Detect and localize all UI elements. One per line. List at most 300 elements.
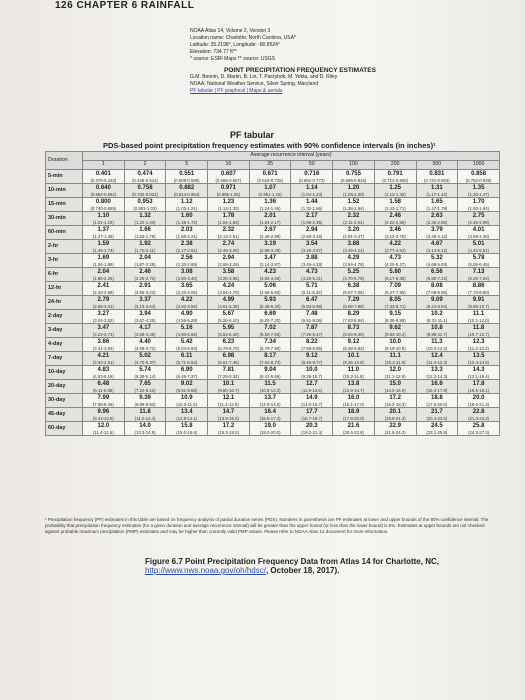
estimate-cell — [458, 184, 500, 198]
confidence-interval: (2.58-3.01) — [92, 303, 114, 309]
estimate-value: 19.0 — [264, 422, 276, 429]
estimate-value: 13.8 — [347, 380, 360, 387]
confidence-interval: (2.20-2.68) — [92, 289, 114, 295]
confidence-interval: (1.45-1.74) — [92, 247, 114, 253]
duration-header: Duration — [46, 152, 83, 170]
estimate-cell — [208, 310, 250, 324]
estimate-value: 4.22 — [389, 240, 401, 247]
estimate-value: 6.11 — [181, 352, 193, 359]
estimate-value: 4.01 — [472, 226, 485, 233]
confidence-interval: (1.75-2.11) — [134, 247, 156, 253]
estimate-cell — [416, 170, 458, 184]
estimate-cell — [208, 240, 250, 254]
confidence-interval: (4.61-5.39) — [217, 303, 239, 309]
estimate-value: 1.20 — [347, 184, 360, 191]
confidence-interval: (23.1-25.9) — [426, 429, 448, 435]
nav-links[interactable]: PF tabular | PF graphical | Maps & aerials — [190, 88, 283, 94]
table-row — [46, 198, 500, 212]
estimate-value: 7.99 — [97, 394, 110, 401]
estimate-value: 5.01 — [472, 240, 485, 247]
confidence-interval: (8.24-9.84) — [426, 303, 448, 309]
estimate-cell — [83, 268, 125, 282]
estimate-value: 9.62 — [389, 324, 401, 331]
estimate-cell — [374, 338, 416, 352]
estimate-value: 2.32 — [347, 212, 360, 219]
estimate-cell — [333, 170, 375, 184]
confidence-interval: (1.04-1.23) — [301, 191, 323, 197]
estimate-value: 10.9 — [180, 394, 193, 401]
confidence-interval: (15.1-17.0) — [342, 401, 364, 407]
confidence-interval: (15.5-17.3) — [259, 415, 281, 421]
estimate-value: 20.0 — [472, 394, 485, 401]
location-line: Location name: Charlotte, North Carolina, USA* — [190, 35, 296, 41]
estimate-value: 0.831 — [429, 170, 445, 177]
table-row — [46, 394, 500, 408]
confidence-interval: (1.98-2.35) — [301, 219, 323, 225]
estimate-value: 2.04 — [97, 268, 110, 275]
estimate-cell — [208, 338, 250, 352]
estimate-value: 0.551 — [179, 170, 195, 177]
estimate-cell — [249, 268, 291, 282]
estimate-value: 3.88 — [305, 254, 318, 261]
estimate-cell — [208, 394, 250, 408]
estimate-cell — [416, 338, 458, 352]
estimate-cell — [83, 324, 125, 338]
confidence-interval: (13.3-14.8) — [134, 429, 156, 435]
confidence-interval: (3.49-4.24) — [342, 247, 364, 253]
confidence-interval: (6.27-7.85) — [384, 289, 406, 295]
estimate-cell — [291, 422, 333, 436]
estimate-cell — [291, 366, 333, 380]
confidence-interval: (10.3-11.5) — [176, 401, 198, 407]
estimate-cell — [249, 338, 291, 352]
estimate-value: 0.474 — [137, 170, 153, 177]
confidence-interval: (3.82-4.66) — [259, 275, 281, 281]
estimate-value: 22.9 — [389, 422, 401, 429]
confidence-interval: (5.11-6.32) — [301, 289, 323, 295]
confidence-interval: (1.13-1.33) — [217, 205, 239, 211]
estimate-value: 0.401 — [95, 170, 111, 177]
duration-cell: 2-hr — [46, 240, 83, 254]
estimate-cell — [166, 380, 208, 394]
confidence-interval: (9.89-11.7) — [426, 331, 448, 337]
caption-label: Figure 6.7 Point Precipitation Frequency Data from Atlas 14 for Charlotte, NC, — [145, 557, 439, 566]
estimate-value: 7.81 — [222, 366, 235, 373]
confidence-interval: (5.38-6.14) — [134, 373, 156, 379]
confidence-interval: (1.64-1.93) — [217, 219, 239, 225]
confidence-interval: (13.9-15.5) — [217, 415, 239, 421]
estimate-value: 3.20 — [347, 226, 360, 233]
confidence-interval: (5.71-6.53) — [176, 359, 198, 365]
estimate-value: 11.5 — [264, 380, 276, 387]
duration-cell: 12-hr — [46, 282, 83, 296]
duration-cell: 3-hr — [46, 254, 83, 268]
estimate-cell — [291, 352, 333, 366]
estimate-value: 2.38 — [180, 240, 193, 247]
estimate-value: 0.858 — [471, 170, 487, 177]
estimate-cell — [208, 352, 250, 366]
confidence-interval: (11.4-12.8) — [218, 401, 239, 407]
confidence-interval: (4.68-5.93) — [426, 261, 448, 267]
estimate-value: 1.69 — [97, 254, 110, 261]
interval-header-row — [46, 161, 500, 170]
confidence-interval: (11.4-12.6) — [92, 429, 114, 435]
atlas-line: NOAA Atlas 14, Volume 2, Version 3 — [190, 28, 271, 34]
confidence-interval: (3.77-4.62) — [384, 247, 406, 253]
estimate-cell — [458, 212, 500, 226]
estimate-value: 5.71 — [305, 282, 318, 289]
confidence-interval: (1.20-1.47) — [468, 191, 490, 197]
noaa-header — [190, 28, 410, 95]
estimate-cell — [249, 170, 291, 184]
confidence-interval: (1.09-1.30) — [342, 191, 364, 197]
confidence-interval: (8.41-9.66) — [259, 373, 281, 379]
confidence-interval: (11.2-13.2) — [468, 345, 489, 351]
estimate-value: 8.17 — [264, 352, 276, 359]
confidence-interval: (3.32-4.05) — [176, 289, 198, 295]
confidence-interval: (2.89-3.49) — [259, 247, 281, 253]
org-line: NOAA, National Weather Service, Silver Spring, Maryland — [190, 81, 319, 87]
estimate-value: 0.758 — [137, 184, 153, 191]
estimate-cell — [291, 324, 333, 338]
confidence-interval: (7.29-8.34) — [217, 373, 239, 379]
estimate-cell — [333, 408, 375, 422]
confidence-interval: (2.45-2.89) — [259, 233, 281, 239]
ari-header: Average recurrence interval (years) — [83, 152, 500, 161]
estimate-value: 22.8 — [472, 408, 485, 415]
estimate-value: 3.66 — [97, 338, 110, 345]
confidence-interval: (2.11-2.51) — [343, 219, 364, 225]
estimate-cell — [458, 338, 500, 352]
confidence-interval: (2.36-2.86) — [426, 219, 448, 225]
estimate-cell — [83, 380, 125, 394]
estimate-cell — [458, 310, 500, 324]
confidence-interval: (1.17-1.42) — [426, 191, 448, 197]
estimate-value: 5.32 — [431, 254, 443, 261]
estimate-cell — [208, 226, 250, 240]
estimate-cell — [249, 352, 291, 366]
estimate-value: 2.63 — [431, 212, 443, 219]
table-row — [46, 366, 500, 380]
confidence-interval: (0.713-0.856) — [382, 177, 409, 183]
estimate-cell — [291, 296, 333, 310]
estimate-value: 15.8 — [180, 422, 193, 429]
estimate-value: 0.755 — [345, 170, 361, 177]
estimate-cell — [83, 282, 125, 296]
caption-tail: , October 18, 2017). — [265, 566, 340, 575]
estimate-cell — [374, 324, 416, 338]
estimate-cell — [374, 170, 416, 184]
estimate-value: 0.971 — [220, 184, 236, 191]
estimate-value: 12.7 — [305, 380, 318, 387]
estimate-value: 5.95 — [222, 324, 235, 331]
confidence-interval: (1.53-1.79) — [134, 233, 156, 239]
estimate-value: 7.34 — [264, 338, 276, 345]
estimate-value: 14.7 — [222, 408, 235, 415]
interval-header: 1000 — [458, 161, 500, 170]
estimate-cell — [458, 324, 500, 338]
confidence-interval: (18.9-21.3) — [384, 415, 406, 421]
estimate-value: 1.70 — [472, 198, 485, 205]
estimate-value: 2.56 — [180, 254, 193, 261]
confidence-interval: (3.25-3.95) — [217, 275, 239, 281]
confidence-interval: (12.2-14.3) — [426, 373, 448, 379]
confidence-interval: (3.41-3.94) — [92, 345, 114, 351]
confidence-interval: (0.814-0.954) — [173, 191, 200, 197]
estimate-value: 12.3 — [472, 338, 485, 345]
confidence-interval: (2.68-3.29) — [217, 261, 239, 267]
estimate-value: 3.47 — [264, 254, 276, 261]
estimate-cell — [83, 240, 125, 254]
estimate-cell — [83, 184, 125, 198]
estimate-cell — [208, 408, 250, 422]
interval-header: 2 — [124, 161, 166, 170]
estimate-value: 10.0 — [305, 366, 318, 373]
confidence-interval: (6.26-7.84) — [468, 275, 490, 281]
confidence-interval: (5.80-7.22) — [426, 275, 448, 281]
interval-header: 100 — [333, 161, 375, 170]
estimate-value: 2.94 — [222, 254, 235, 261]
confidence-interval: (15.0-16.6) — [176, 429, 198, 435]
estimate-value: 20.1 — [389, 408, 401, 415]
estimate-cell — [208, 212, 250, 226]
duration-cell: 6-hr — [46, 268, 83, 282]
estimate-cell — [83, 310, 125, 324]
confidence-interval: (10.8-12.3) — [259, 387, 281, 393]
estimate-cell — [124, 226, 166, 240]
estimate-cell — [333, 282, 375, 296]
interval-header: 1 — [83, 161, 125, 170]
confidence-interval: (6.20-7.20) — [259, 317, 281, 323]
confidence-interval: (8.38-9.82) — [342, 345, 364, 351]
estimate-cell — [291, 170, 333, 184]
confidence-interval: (21.4-24.3) — [468, 415, 490, 421]
duration-cell: 20-day — [46, 380, 83, 394]
confidence-interval: (7.26-8.47) — [301, 331, 323, 337]
estimate-cell — [291, 394, 333, 408]
table-row — [46, 254, 500, 268]
estimate-cell — [249, 380, 291, 394]
estimate-value: 9.02 — [180, 380, 193, 387]
estimate-cell — [166, 324, 208, 338]
confidence-interval: (3.19-3.87) — [301, 247, 323, 253]
table-row — [46, 324, 500, 338]
estimate-cell — [458, 254, 500, 268]
confidence-interval: (9.19-10.8) — [384, 345, 406, 351]
confidence-interval: (6.11-6.88) — [92, 387, 114, 393]
estimate-cell — [166, 184, 208, 198]
confidence-interval: (4.14-5.12) — [426, 247, 448, 253]
estimate-cell — [291, 338, 333, 352]
estimate-cell — [291, 254, 333, 268]
estimate-cell — [166, 240, 208, 254]
estimate-value: 13.3 — [431, 366, 443, 373]
estimate-cell — [83, 254, 125, 268]
duration-cell: 45-day — [46, 408, 83, 422]
estimate-cell — [83, 170, 125, 184]
confidence-interval: (3.93-4.51) — [92, 359, 114, 365]
estimate-value: 17.7 — [305, 408, 318, 415]
estimate-cell — [249, 408, 291, 422]
estimate-value: 3.37 — [139, 296, 151, 303]
estimate-value: 1.58 — [389, 198, 401, 205]
estimate-value: 13.4 — [180, 408, 193, 415]
estimate-value: 21.6 — [347, 422, 360, 429]
confidence-interval: (3.40-4.12) — [426, 233, 448, 239]
estimate-cell — [83, 408, 125, 422]
estimate-value: 6.98 — [222, 352, 235, 359]
estimate-cell — [291, 240, 333, 254]
caption-link[interactable]: http://www.nws.noaa.gov/oh/hdsc/ — [145, 566, 266, 575]
table-row — [46, 240, 500, 254]
estimate-value: 2.67 — [264, 226, 276, 233]
duration-cell: 24-hr — [46, 296, 83, 310]
estimate-cell — [374, 282, 416, 296]
estimate-value: 4.90 — [180, 310, 193, 317]
estimate-cell — [83, 394, 125, 408]
confidence-interval: (2.22-2.66) — [384, 219, 406, 225]
confidence-interval: (7.58-8.85) — [301, 345, 323, 351]
confidence-interval: (3.84-4.78) — [342, 261, 364, 267]
estimate-cell — [416, 268, 458, 282]
interval-header: 5 — [166, 161, 208, 170]
duration-cell: 3-day — [46, 324, 83, 338]
estimate-value: 2.17 — [305, 212, 318, 219]
estimate-cell — [249, 184, 291, 198]
estimate-value: 1.32 — [139, 212, 151, 219]
estimate-cell — [416, 198, 458, 212]
estimate-cell — [458, 422, 500, 436]
confidence-interval: (2.49-3.00) — [217, 247, 239, 253]
table-row — [46, 422, 500, 436]
estimate-cell — [333, 212, 375, 226]
estimate-cell — [208, 296, 250, 310]
latlon-line: Latitude: 35.2198°, Longitude: -80.8524° — [190, 42, 280, 48]
confidence-interval: (2.68-3.19) — [301, 233, 323, 239]
estimate-value: 16.6 — [431, 380, 443, 387]
estimate-value: 3.79 — [431, 226, 443, 233]
confidence-interval: (1.22-1.43) — [134, 219, 156, 225]
estimate-cell — [374, 408, 416, 422]
confidence-interval: (1.38-1.64) — [342, 205, 364, 211]
figure-caption — [145, 557, 445, 575]
confidence-interval: (8.95-10.7) — [468, 303, 490, 309]
estimate-value: 3.08 — [180, 268, 193, 275]
confidence-interval: (6.66-7.88) — [342, 303, 364, 309]
estimate-value: 10.0 — [389, 338, 401, 345]
confidence-interval: (7.22-8.12) — [134, 387, 156, 393]
confidence-interval: (3.13-3.64) — [134, 303, 156, 309]
estimate-value: 6.90 — [180, 366, 193, 373]
confidence-interval: (7.33-8.71) — [384, 303, 406, 309]
confidence-interval: (24.3-27.3) — [468, 429, 490, 435]
estimate-cell — [124, 268, 166, 282]
estimate-value: 18.9 — [347, 408, 360, 415]
estimate-value: 8.22 — [305, 338, 318, 345]
estimate-cell — [124, 240, 166, 254]
section-title: PF tabular — [230, 130, 275, 140]
table-row — [46, 408, 500, 422]
estimate-cell — [333, 394, 375, 408]
estimate-value: 11.0 — [347, 366, 360, 373]
confidence-interval: (0.741-0.903) — [423, 177, 450, 183]
confidence-interval: (18.6-21.3) — [468, 401, 490, 407]
estimate-cell — [208, 380, 250, 394]
estimate-cell — [249, 226, 291, 240]
estimate-cell — [249, 212, 291, 226]
confidence-interval: (7.63-8.94) — [342, 317, 364, 323]
estimate-cell — [249, 296, 291, 310]
source-note: * source: ESRI Maps ** source: USGS — [190, 56, 276, 62]
confidence-interval: (6.79-7.90) — [259, 345, 281, 351]
estimate-value: 5.67 — [222, 310, 235, 317]
estimate-cell — [458, 226, 500, 240]
confidence-interval: (9.29-10.7) — [301, 373, 323, 379]
confidence-interval: (4.70-5.78) — [342, 275, 364, 281]
estimate-cell — [291, 198, 333, 212]
estimate-cell — [416, 408, 458, 422]
estimate-value: 12.0 — [389, 366, 401, 373]
estimate-value: 11.8 — [472, 324, 485, 331]
estimate-value: 6.56 — [431, 268, 443, 275]
estimate-cell — [208, 422, 250, 436]
confidence-interval: (0.615-0.725) — [257, 177, 283, 183]
estimate-cell — [166, 212, 208, 226]
confidence-interval: (9.43-10.5) — [92, 415, 114, 421]
estimate-cell — [374, 352, 416, 366]
estimate-cell — [124, 338, 166, 352]
duration-cell: 60-min — [46, 226, 83, 240]
confidence-interval: (17.8-20.0) — [342, 415, 364, 421]
estimate-value: 21.7 — [431, 408, 443, 415]
confidence-interval: (20.4-22.8) — [342, 429, 364, 435]
estimate-value: 14.9 — [305, 394, 318, 401]
estimate-cell — [458, 394, 500, 408]
confidence-interval: (7.55-8.46) — [92, 401, 114, 407]
confidence-interval: (1.32-1.56) — [301, 205, 323, 211]
confidence-interval: (0.592-0.692) — [90, 191, 117, 197]
table-row — [46, 352, 500, 366]
estimate-value: 2.91 — [139, 282, 151, 289]
duration-cell: 10-min — [46, 184, 83, 198]
estimate-cell — [166, 310, 208, 324]
estimate-cell — [416, 240, 458, 254]
duration-cell: 5-min — [46, 170, 83, 184]
confidence-interval: (1.47-1.79) — [426, 205, 448, 211]
estimate-cell — [83, 422, 125, 436]
estimate-cell — [291, 310, 333, 324]
confidence-interval: (2.25-2.72) — [134, 275, 156, 281]
estimate-cell — [333, 268, 375, 282]
confidence-interval: (1.88-2.21) — [176, 233, 198, 239]
estimate-value: 5.02 — [139, 352, 151, 359]
estimate-value: 20.3 — [305, 422, 318, 429]
estimate-cell — [333, 226, 375, 240]
pf-table — [45, 151, 500, 436]
confidence-interval: (1.43-1.71) — [384, 205, 406, 211]
estimate-cell — [291, 282, 333, 296]
estimate-value: 17.2 — [389, 394, 401, 401]
estimate-value: 3.88 — [347, 240, 360, 247]
estimate-cell — [249, 366, 291, 380]
estimate-cell — [83, 212, 125, 226]
estimate-value: 9.12 — [347, 338, 360, 345]
estimate-value: 3.27 — [97, 310, 110, 317]
estimate-value: 24.5 — [431, 422, 443, 429]
estimate-value: 7.87 — [305, 324, 318, 331]
estimate-cell — [416, 380, 458, 394]
estimate-cell — [208, 184, 250, 198]
